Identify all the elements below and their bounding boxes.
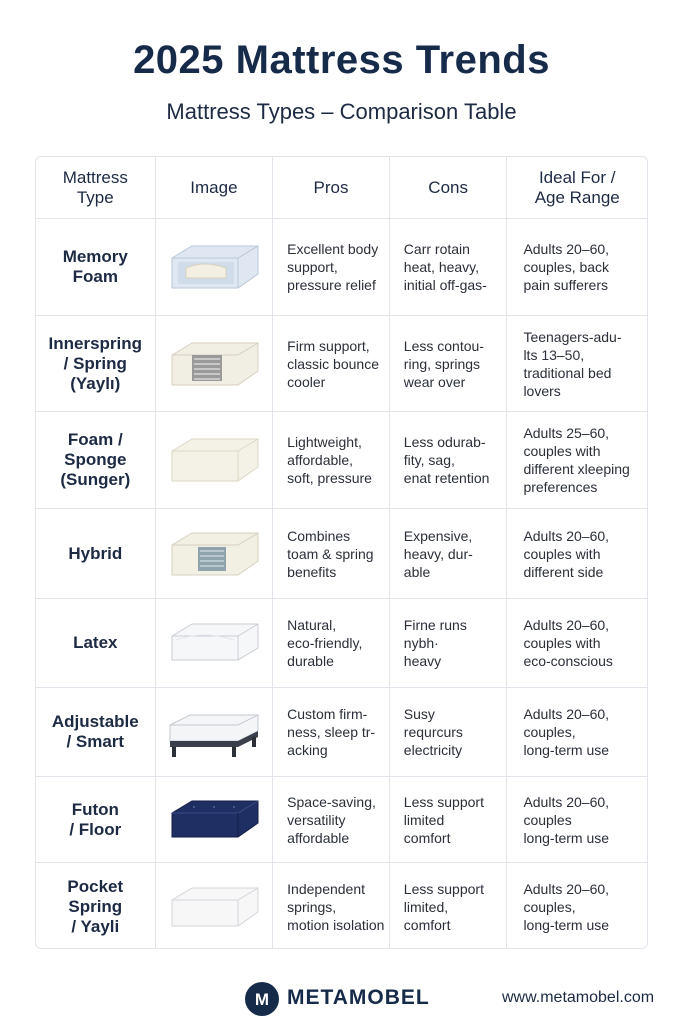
- table-row: [36, 599, 647, 688]
- comparison-table: [35, 156, 648, 949]
- ideal-cell: Adults 20–60, couples, long-term use: [523, 706, 610, 758]
- cons-cell: Less contou- ring, springs wear over: [390, 316, 508, 411]
- column-header-type: Mattress Type: [36, 157, 156, 218]
- page-subtitle: Mattress Types – Comparison Table: [166, 99, 517, 124]
- table-row: [36, 219, 647, 316]
- website-url[interactable]: www.metamobel.com: [502, 989, 655, 1006]
- ideal-cell: Adults 20–60, couples with eco-conscious: [523, 617, 613, 669]
- pros-cell: Space-saving, versatility affordable: [273, 777, 390, 862]
- cons-cell: Less support limited, comfort: [390, 863, 508, 949]
- mattress-type-cell: Foam / Sponge (Sunger): [36, 412, 156, 508]
- image-cell: [156, 412, 274, 508]
- column-header-cons: Cons: [390, 157, 508, 218]
- foam-mattress-icon: [164, 431, 264, 489]
- image-cell: [156, 509, 274, 598]
- image-cell: [156, 688, 274, 776]
- column-header-image: Image: [156, 157, 274, 218]
- futon-mattress-icon: [164, 791, 264, 849]
- cons-cell: Less odurab- fity, sag, enat retention: [390, 412, 508, 508]
- memory-foam-mattress-icon: [164, 238, 264, 296]
- table-row: [36, 863, 647, 949]
- table-row: [36, 316, 647, 412]
- column-header-pros: Pros: [273, 157, 390, 218]
- table-row: [36, 688, 647, 777]
- image-cell: [156, 777, 274, 862]
- pros-cell: Custom firm- ness, sleep tr- acking: [273, 688, 390, 776]
- column-header-ideal: Ideal For / Age Range: [534, 167, 620, 207]
- ideal-cell: Adults 20–60, couples with different side: [523, 527, 610, 580]
- logo-letter: M: [254, 990, 270, 1009]
- image-cell: [156, 599, 274, 687]
- image-cell: [156, 863, 274, 949]
- image-cell: [156, 219, 274, 315]
- ideal-cell: Adults 20–60, couples, back pain sufferers: [523, 241, 610, 293]
- ideal-cell: Adults 25–60, couples with different xleeping preferences: [523, 425, 630, 495]
- cons-cell: Susy requrcurs electricity: [390, 688, 508, 776]
- table-header-row: [36, 157, 647, 219]
- pros-cell: Lightweight, affordable, soft, pressure: [273, 412, 390, 508]
- page-title: 2025 Mattress Trends: [133, 38, 550, 82]
- mattress-type-cell: Memory Foam: [36, 219, 156, 315]
- pros-cell: Firm support, classic bounce cooler: [273, 316, 390, 411]
- table-row: [36, 509, 647, 599]
- image-cell: [156, 316, 274, 411]
- mattress-type-cell: Latex: [36, 599, 156, 687]
- ideal-cell: Adults 20–60, couples, long-term use: [523, 880, 610, 933]
- cons-cell: Firne runs nybh· heavy: [390, 599, 508, 687]
- table-row: [36, 777, 647, 863]
- cons-cell: Expensive, heavy, dur- able: [390, 509, 508, 598]
- mattress-type-cell: Futon / Floor: [36, 777, 156, 862]
- pros-cell: Natural, eco-friendly, durable: [273, 599, 390, 687]
- pros-cell: Excellent body support, pressure relief: [273, 219, 390, 315]
- mattress-type-cell: Adjustable / Smart: [36, 688, 156, 776]
- mattress-type-cell: Pocket Spring / Yayli: [36, 863, 156, 949]
- adjustable-bed-icon: [164, 703, 264, 761]
- mattress-type-cell: Innerspring / Spring (Yaylı): [36, 316, 156, 411]
- table-row: [36, 412, 647, 509]
- pros-cell: Combines toam & spring benefits: [273, 509, 390, 598]
- brand-name: METAMOBEL: [287, 986, 430, 1009]
- metamobel-logo-icon: [245, 982, 279, 1016]
- innerspring-mattress-icon: [164, 335, 264, 393]
- pros-cell: Independent springs, motion isolation: [273, 863, 390, 949]
- cons-cell: Carr rotain heat, heavy, initial off-gas-: [390, 219, 508, 315]
- ideal-cell: Teenagers-adu- lts 13–50, traditional bed lovers: [523, 328, 622, 399]
- mattress-type-cell: Hybrid: [36, 509, 156, 598]
- latex-mattress-icon: [164, 614, 264, 672]
- cons-cell: Less support limited comfort: [390, 777, 508, 862]
- pocket-spring-mattress-icon: [164, 878, 264, 936]
- hybrid-mattress-icon: [164, 525, 264, 583]
- ideal-cell: Adults 20–60, couples long-term use: [523, 793, 610, 846]
